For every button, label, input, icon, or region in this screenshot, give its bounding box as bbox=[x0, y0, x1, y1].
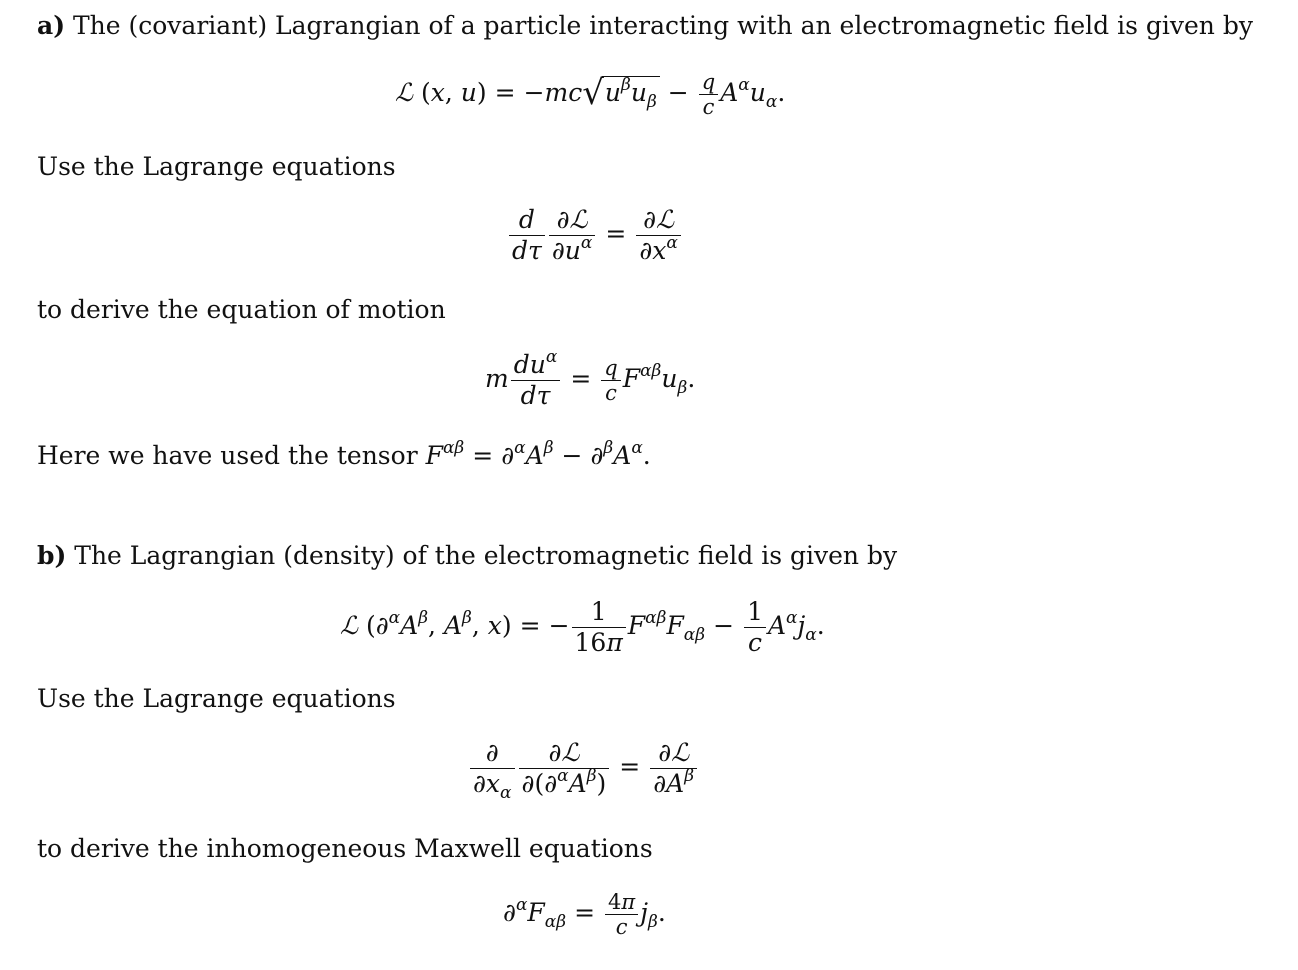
part-b-derive-text: to derive the inhomogeneous Maxwell equations bbox=[37, 834, 653, 863]
equation-lagrange-a: $\frac{d}{d\tau}$ $\frac{\text{∂ℒ}}{\partial u^\alpha}$ = $\frac{\text{∂ℒ}}{\partial x^\alpha}$ bbox=[507, 205, 683, 266]
part-b-use-text: Use the Lagrange equations bbox=[37, 684, 396, 713]
part-a-tensor-line: Here we have used the tensor $F^{\alpha\beta} = \partial^\alpha A^\beta - \partial^\beta A^\alpha$. bbox=[37, 438, 651, 470]
part-a-derive-text: to derive the equation of motion bbox=[37, 295, 446, 324]
part-a-tensor-text: Here we have used the tensor bbox=[37, 441, 418, 470]
equation-field-lagrangian: ℒ ($\partial^\alpha A^\beta$, $A^\beta$, x) = − $\frac{1}{16\pi}$ $F^{\alpha\beta}F_{\alpha\beta}$ − $\frac{1}{c}$ $A^\alpha j_\alpha$. bbox=[340, 597, 825, 657]
part-a-label: a) bbox=[37, 11, 66, 40]
equation-particle-lagrangian: ℒ (x, $u) = -mc√u^\beta u_\beta$ − $\frac{q}{c}$ $A^\alpha u_\alpha$. bbox=[395, 70, 786, 119]
part-b-intro bbox=[37, 541, 897, 571]
part-a-use-text: Use the Lagrange equations bbox=[37, 152, 396, 181]
part-a-intro-text: The (covariant) Lagrangian of a particle interacting with an electromagnetic field is given by bbox=[72, 11, 1253, 40]
part-b-label: b) bbox=[37, 541, 67, 570]
part-a-intro bbox=[37, 11, 1253, 41]
part-b-intro-text: The Lagrangian (density) of the electromagnetic field is given by bbox=[74, 541, 898, 570]
equation-maxwell: $\partial^\alpha F_{\alpha\beta}$ = $\frac{4\pi}{c}$ $j_\beta$. bbox=[503, 890, 666, 939]
equation-of-motion: m $\frac{du^\alpha}{d\tau}$ = $\frac{q}{c}$ $F^{\alpha\beta}u_\beta$. bbox=[485, 347, 696, 410]
equation-lagrange-b: $\frac{\partial}{\partial x_\alpha}$ $\frac{\text{∂ℒ}}{\partial(\partial^\alpha A^\beta)}$ = $\frac{\text{∂ℒ}}{\partial A^\beta}$ bbox=[468, 738, 699, 799]
